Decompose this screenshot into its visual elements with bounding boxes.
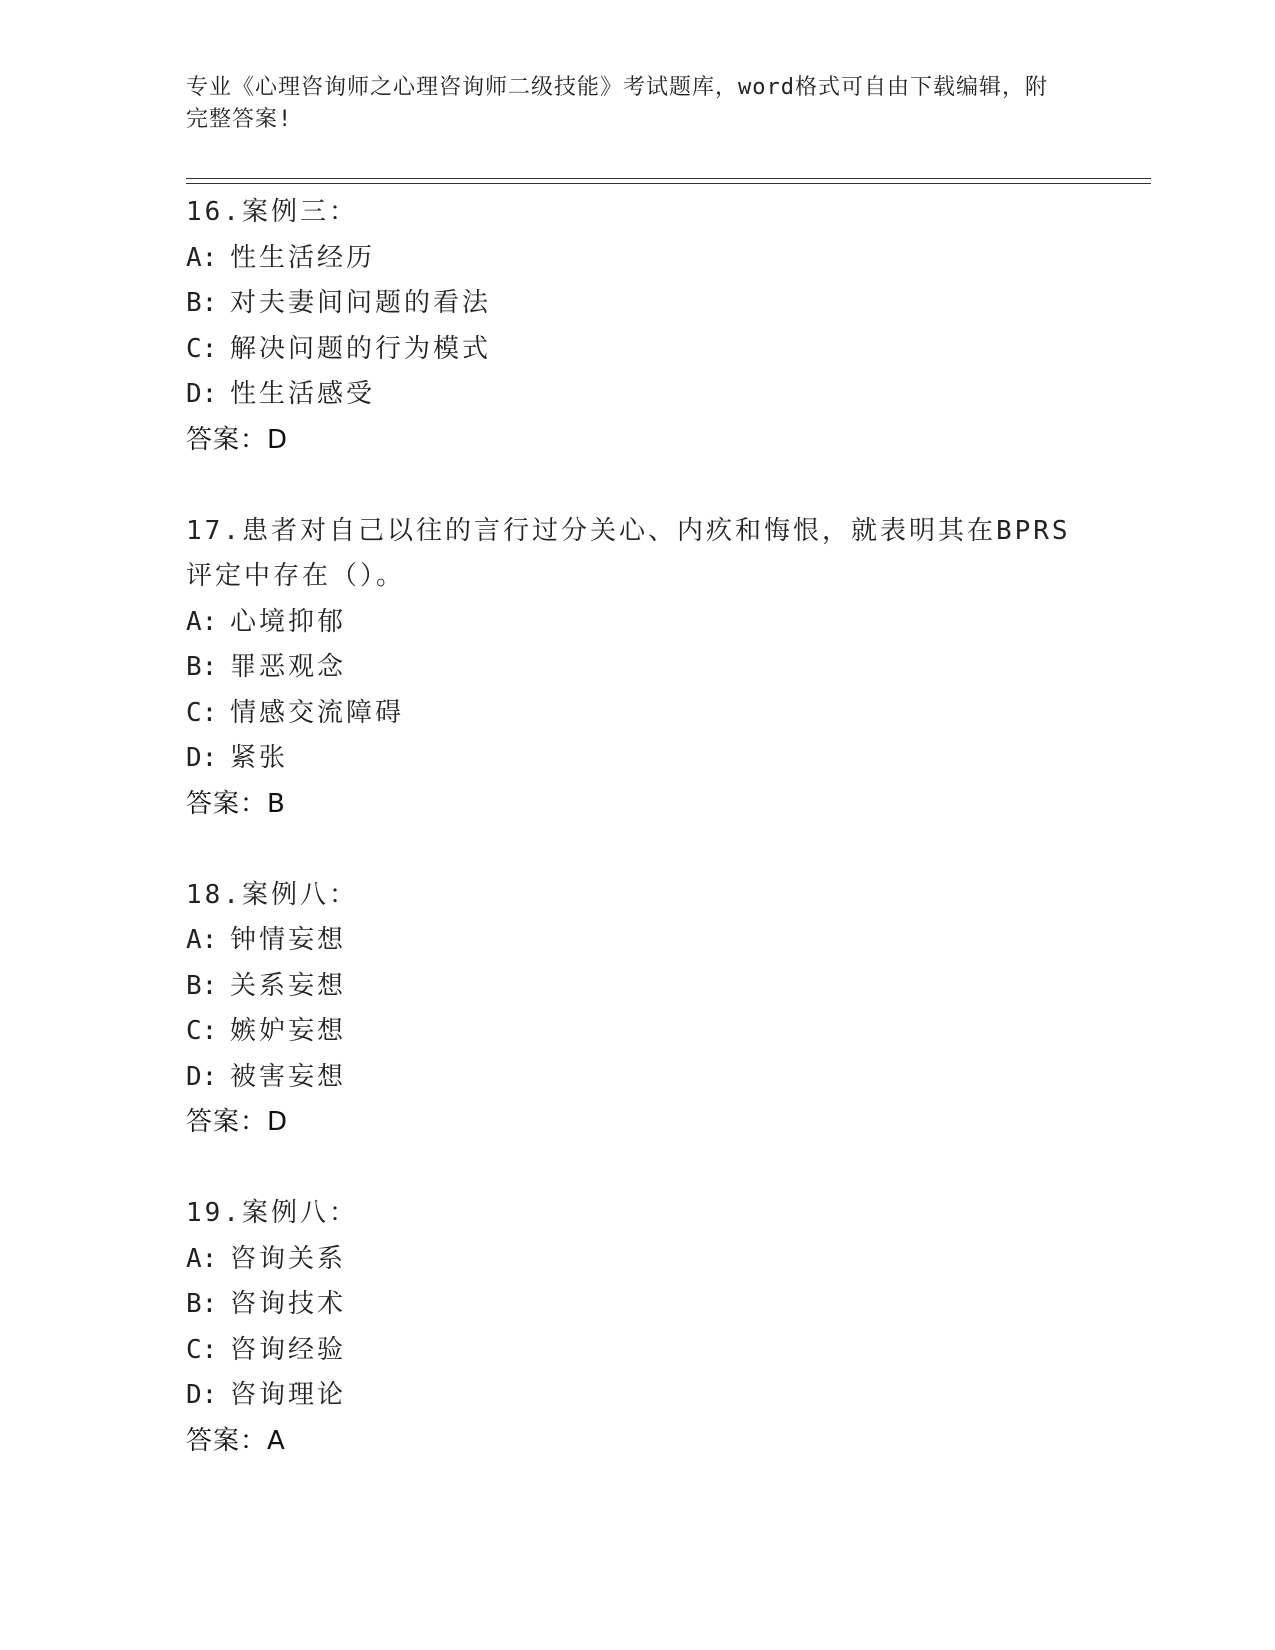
option-letter: D:: [186, 743, 218, 773]
question-list: [186, 190, 1086, 1464]
question-title: 18.案例八：: [186, 879, 358, 910]
option-text: 钟情妄想: [230, 925, 347, 955]
spacer: [186, 827, 1086, 873]
option-d: [186, 372, 1086, 418]
option-letter: D:: [186, 379, 218, 409]
option-text: 咨询关系: [230, 1243, 347, 1274]
option-text: 心境抑郁: [230, 606, 347, 637]
option-text: 紧张: [230, 743, 289, 773]
answer-line: 答案：D: [186, 424, 289, 455]
option-d: [186, 736, 1086, 782]
option-text: 咨询理论: [230, 1380, 347, 1410]
option-text: 解决问题的行为模式: [230, 333, 492, 364]
question-title: 16.案例三：: [186, 197, 358, 227]
option-letter: B:: [186, 970, 218, 1001]
question-16: [186, 190, 1086, 463]
answer-line: 答案：A: [186, 1425, 286, 1456]
option-c: [186, 691, 1086, 737]
spacer: [186, 463, 1086, 509]
option-text: 性生活经历: [230, 242, 376, 273]
option-text: 罪恶观念: [230, 652, 347, 682]
option-letter: B:: [186, 652, 218, 682]
answer-line: 答案：D: [186, 1107, 289, 1137]
option-b: [186, 281, 1086, 327]
option-c: [186, 1009, 1086, 1055]
answer-line: 答案：B: [186, 788, 286, 819]
option-letter: C:: [186, 697, 218, 728]
option-c: [186, 1328, 1086, 1374]
option-letter: B:: [186, 1289, 218, 1319]
question-title: 17.患者对自己以往的言行过分关心、内疚和悔恨，就表明其在BPRS评定中存在（）。: [186, 515, 1071, 591]
document-header: 专业《心理咨询师之心理咨询师二级技能》考试题库，word格式可自由下载编辑，附完整答案!: [186, 75, 1048, 132]
option-letter: A:: [186, 1243, 218, 1274]
question-19: [186, 1191, 1086, 1464]
option-letter: A:: [186, 925, 218, 955]
option-letter: D:: [186, 1380, 218, 1410]
option-b: [186, 645, 1086, 691]
option-letter: A:: [186, 242, 218, 273]
option-letter: C:: [186, 333, 218, 364]
header-divider-top: [186, 178, 1151, 179]
option-text: 咨询技术: [230, 1289, 347, 1319]
option-a: [186, 918, 1086, 964]
option-d: [186, 1055, 1086, 1101]
option-letter: D:: [186, 1061, 218, 1092]
question-title: 19.案例八：: [186, 1198, 358, 1228]
option-c: [186, 327, 1086, 373]
option-letter: C:: [186, 1334, 218, 1365]
option-letter: A:: [186, 606, 218, 637]
header-divider-bottom: [186, 183, 1151, 184]
option-b: [186, 964, 1086, 1010]
option-text: 性生活感受: [230, 379, 376, 409]
option-letter: C:: [186, 1016, 218, 1046]
option-text: 对夫妻间问题的看法: [230, 288, 492, 318]
option-letter: B:: [186, 288, 218, 318]
spacer: [186, 1146, 1086, 1192]
option-a: [186, 1237, 1086, 1283]
option-b: [186, 1282, 1086, 1328]
option-a: [186, 236, 1086, 282]
option-text: 嫉妒妄想: [230, 1016, 347, 1046]
option-a: [186, 600, 1086, 646]
option-text: 关系妄想: [230, 970, 347, 1001]
option-text: 情感交流障碍: [230, 697, 405, 728]
question-18: [186, 873, 1086, 1146]
option-text: 咨询经验: [230, 1334, 347, 1365]
option-d: [186, 1373, 1086, 1419]
option-text: 被害妄想: [230, 1061, 347, 1092]
question-17: [186, 509, 1086, 828]
